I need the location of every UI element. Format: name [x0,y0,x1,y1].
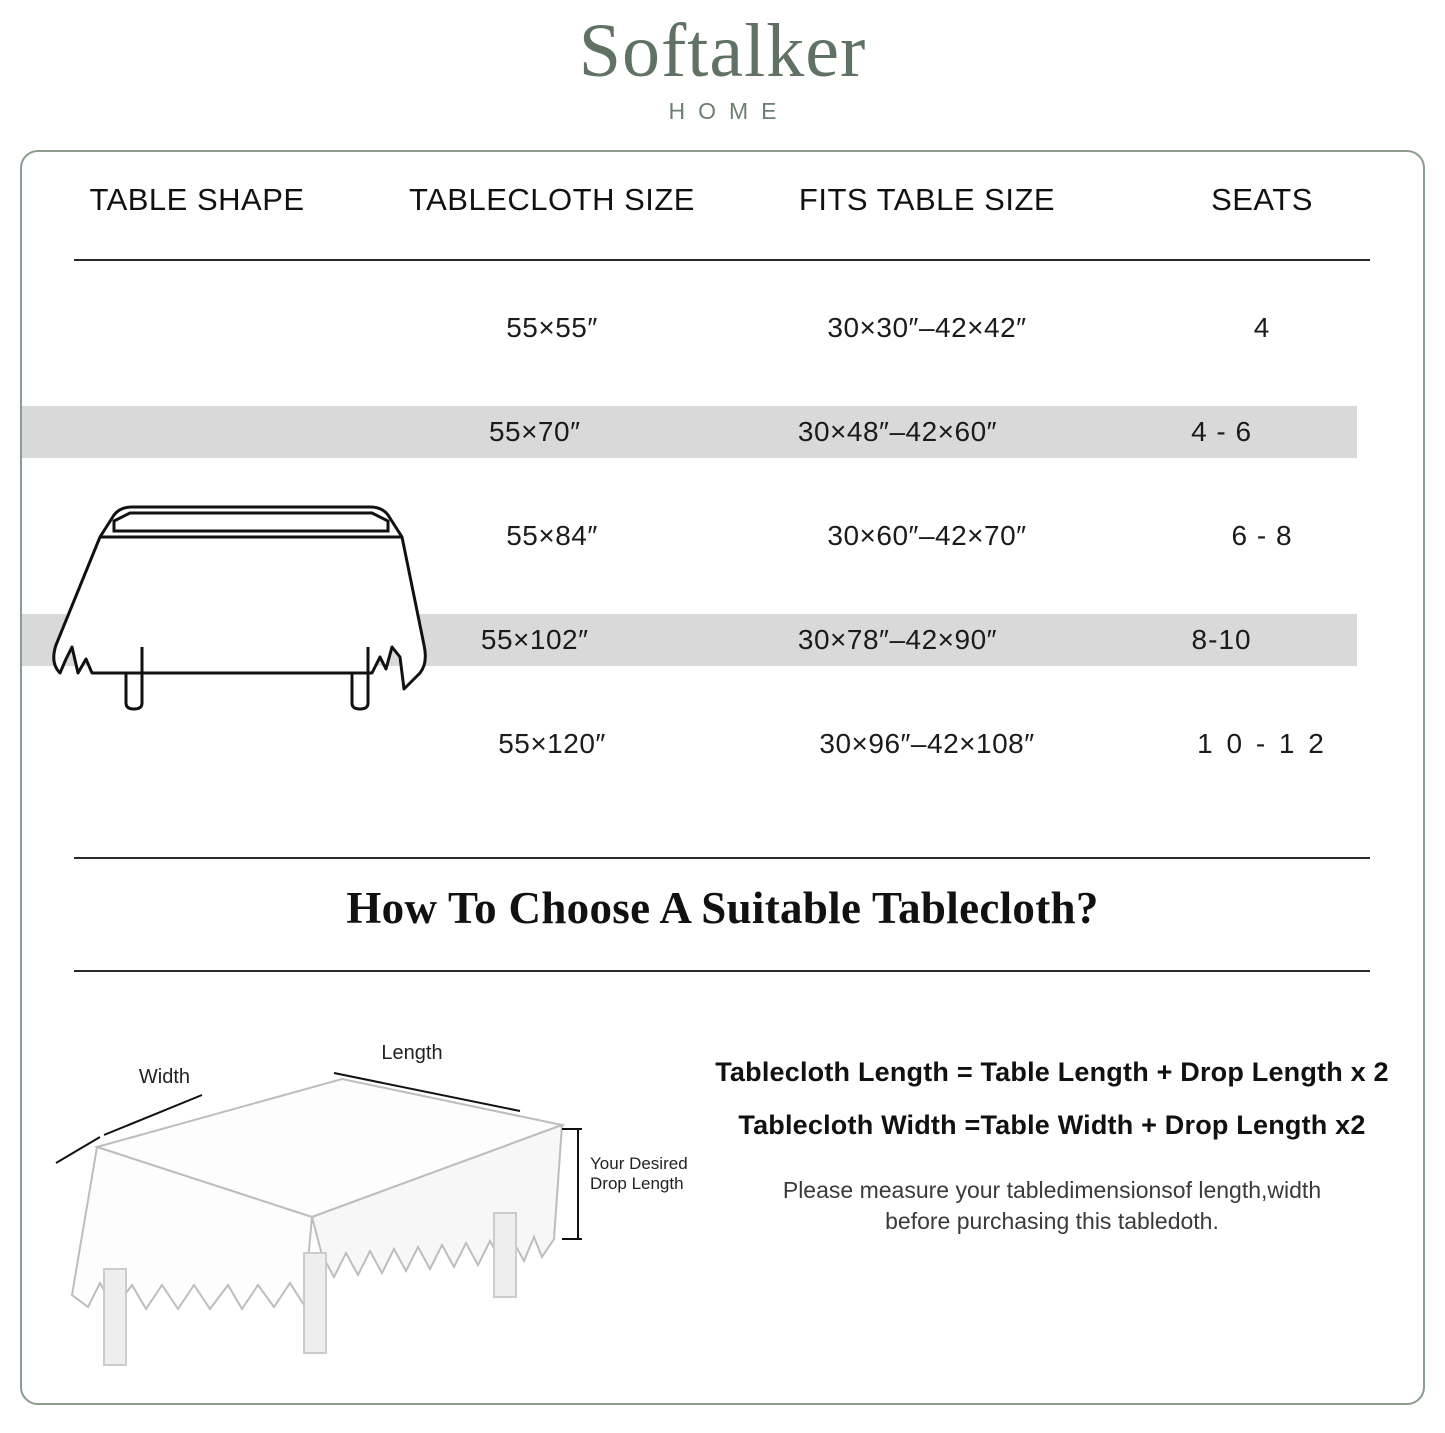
label-drop-length-line2: Drop Length [590,1174,684,1193]
table-header-row [22,182,1423,218]
column-header-table-shape: TABLE SHAPE [89,182,305,217]
column-header-fits-table-size: FITS TABLE SIZE [798,182,1056,217]
label-length: Length [381,1042,443,1064]
cell-fits-table-size: 30×30″–42×42″ [827,312,1027,343]
measure-note-line1: Please measure your tabledimensionsof length,width [782,1177,1322,1203]
measure-note-line2: before purchasing this tabledoth. [885,1208,1219,1235]
size-chart-card [20,150,1425,1405]
cell-fits-table-size: 30×78″–42×90″ [797,624,998,655]
drop-length-illustration [42,1017,702,1387]
cell-seats: 4 [1253,312,1271,343]
brand-name: Softalker [578,9,867,93]
cell-tablecloth-size: 55×102″ [480,624,589,655]
cell-seats: 1 0 - 1 2 [1197,728,1327,759]
table-row [22,406,1357,458]
formula-block [687,1057,1417,1237]
cell-fits-table-size: 30×48″–42×60″ [797,416,998,447]
brand-subtitle: HOME [668,97,790,124]
cell-seats: 4 - 6 [1191,416,1253,447]
section-divider-bottom [74,970,1370,972]
column-header-tablecloth-size: TABLECLOTH SIZE [409,182,695,217]
cell-seats: 6 - 8 [1231,520,1293,551]
label-width: Width [138,1066,190,1088]
cell-tablecloth-size: 55×120″ [498,728,606,759]
cell-fits-table-size: 30×96″–42×108″ [819,728,1035,759]
brand-header [0,0,1445,125]
table-row [22,718,1423,770]
section-divider-top [74,857,1370,859]
cell-fits-table-size: 30×60″–42×70″ [827,520,1027,551]
formula-length: Tablecloth Length = Table Length + Drop Length x 2 [715,1057,1389,1087]
formula-width: Tablecloth Width =Table Width + Drop Length x2 [738,1110,1366,1140]
label-drop-length-line1: Your Desired [590,1154,688,1173]
cell-tablecloth-size: 55×84″ [506,520,598,551]
header-divider [74,259,1370,261]
cell-tablecloth-size: 55×70″ [488,416,581,447]
table-row [22,302,1423,354]
column-header-seats: SEATS [1211,182,1313,217]
measure-note [687,1175,1417,1237]
cell-seats: 8-10 [1191,624,1252,655]
rectangular-table-illustration [52,497,442,717]
how-to-choose-title: How To Choose A Suitable Tablecloth? [346,883,1099,933]
cell-tablecloth-size: 55×55″ [506,312,598,343]
